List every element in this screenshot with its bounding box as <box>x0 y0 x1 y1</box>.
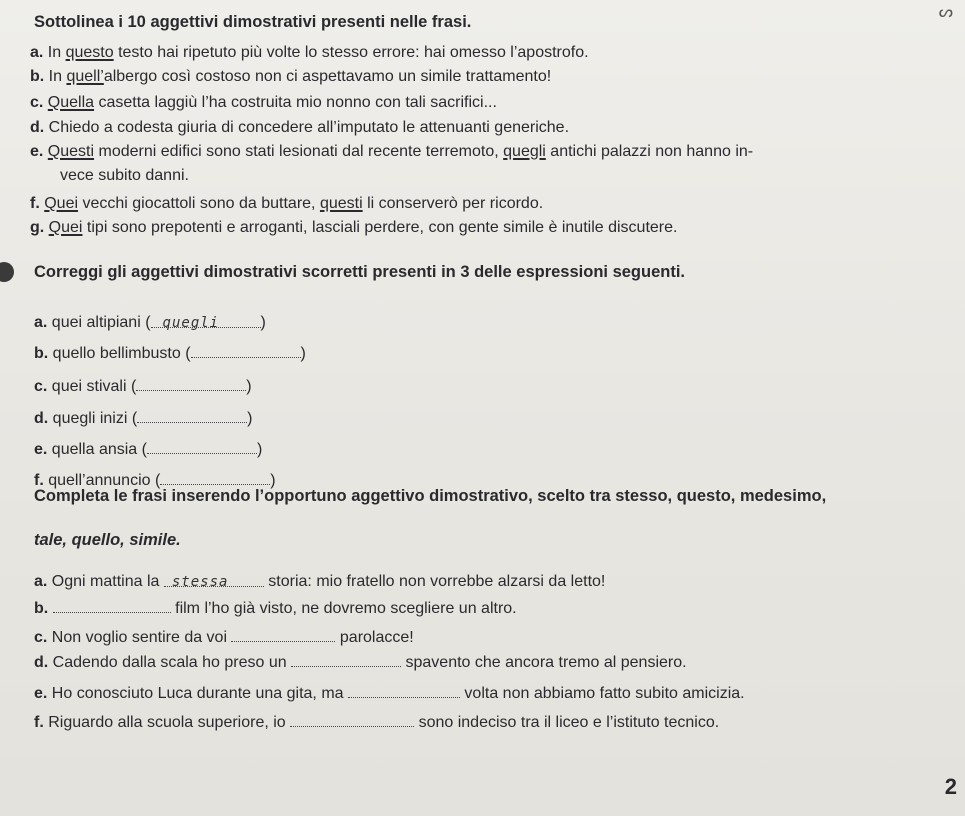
sentence-text: In <box>48 68 67 85</box>
expression-text: quell’annuncio ( <box>48 472 161 489</box>
sentence-row <box>30 43 589 63</box>
answer-blank[interactable] <box>291 652 401 667</box>
item-letter: a. <box>34 314 52 331</box>
expression-text: quella ansia ( <box>51 441 147 458</box>
answer-blank[interactable] <box>147 439 257 454</box>
item-letter: c. <box>34 378 52 395</box>
sentence-text: parolacce! <box>335 629 414 646</box>
item-letter: d. <box>34 410 53 427</box>
sentence-text: moderni edifici sono stati lesionati dal recente terremoto, <box>94 143 504 160</box>
sentence-text: Ho conosciuto Luca durante una gita, ma <box>51 685 348 702</box>
sentence-row <box>30 218 677 238</box>
underlined-demonstrative: quegli <box>503 143 546 160</box>
sentence-text: sono indeciso tra il liceo e l’istituto tecnico. <box>414 714 720 731</box>
page-number: 2 <box>944 774 957 799</box>
sentence-text: vecchi giocattoli sono da buttare, <box>78 195 320 212</box>
answer-blank[interactable] <box>136 376 246 391</box>
sentence-text: Riguardo alla scuola superiore, io <box>48 714 291 731</box>
item-letter: d. <box>34 654 53 671</box>
underlined-demonstrative: Quella <box>47 94 95 111</box>
answer-blank[interactable] <box>53 598 171 613</box>
sentence-text: Chiedo a codesta giuria di concedere all’imputato le attenuanti generiche. <box>48 119 570 136</box>
answer-blank[interactable] <box>348 683 460 698</box>
sentence-text: Non voglio sentire da voi <box>51 629 232 646</box>
answer-blank[interactable] <box>290 712 414 727</box>
item-letter: a. <box>34 573 52 590</box>
expression-row <box>34 439 262 460</box>
fill-sentence-row <box>34 712 719 733</box>
sentence-text: tipi sono prepotenti e arroganti, lasciali perdere, con gente simile è inutile discutere. <box>82 219 678 236</box>
underlined-demonstrative: questo <box>65 44 114 61</box>
sentence-row <box>60 166 189 186</box>
item-letter: c. <box>30 94 48 111</box>
sentence-text: film l’ho già visto, ne dovremo scegliere un altro. <box>170 600 517 617</box>
item-letter: d. <box>30 119 49 136</box>
expression-row <box>34 343 306 364</box>
sentence-row <box>30 67 551 87</box>
handwritten-answer: quegli <box>162 315 220 331</box>
fill-sentence-row <box>34 683 745 704</box>
closing-paren: ) <box>256 441 263 458</box>
underlined-demonstrative: questi <box>319 195 363 212</box>
item-letter: b. <box>34 600 53 617</box>
sentence-text: spavento che ancora tremo al pensiero. <box>401 654 687 671</box>
closing-paren: ) <box>270 472 276 489</box>
sentence-text: albergo così costoso non ci aspettavamo un simile trattamento! <box>103 68 552 85</box>
item-letter: c. <box>34 629 52 646</box>
sentence-text: storia: mio fratello non vorrebbe alzarsi da letto! <box>263 573 606 590</box>
sentence-text: li conserverò per ricordo. <box>362 195 544 212</box>
sentence-text: casetta laggiù l’ha costruita mio nonno con tali sacrifici... <box>94 94 497 111</box>
expression-text: quei altipiani ( <box>51 314 151 331</box>
answer-blank[interactable] <box>137 408 247 423</box>
answer-blank[interactable] <box>160 470 270 485</box>
handwritten-answer: stessa <box>171 574 229 590</box>
fill-sentence-row <box>34 572 605 592</box>
sentence-text: antichi palazzi non hanno in- <box>545 143 754 160</box>
sentence-text: In <box>47 44 66 61</box>
sentence-row <box>30 118 569 138</box>
item-letter: e. <box>34 685 52 702</box>
sentence-text: volta non abbiamo fatto subito amicizia. <box>459 685 745 702</box>
closing-paren: ) <box>246 378 252 395</box>
item-letter: e. <box>30 143 48 160</box>
item-letter: f. <box>30 195 45 212</box>
expression-row <box>34 313 266 333</box>
fill-sentence-row <box>34 627 414 648</box>
sentence-text: Ogni mattina la <box>51 573 164 590</box>
sentence-row <box>30 93 497 113</box>
item-letter: b. <box>34 345 53 362</box>
sentence-row <box>30 194 543 214</box>
item-letter: e. <box>34 441 52 458</box>
section3-title-line2: tale, quello, simile. <box>34 531 181 549</box>
sentence-text: Cadendo dalla scala ho preso un <box>52 654 292 671</box>
section1-title: Sottolinea i 10 aggettivi dimostrativi presenti nelle frasi. <box>34 13 472 31</box>
answer-blank[interactable] <box>191 343 301 358</box>
item-letter: a. <box>30 44 48 61</box>
closing-paren: ) <box>300 345 306 362</box>
section2-title: Correggi gli aggettivi dimostrativi scorretti presenti in 3 delle espressioni seguenti. <box>34 263 686 281</box>
item-letter: b. <box>30 68 49 85</box>
fill-sentence-row <box>34 598 517 619</box>
answer-blank[interactable] <box>164 572 264 590</box>
fill-sentence-row <box>34 652 687 673</box>
sentence-text: testo hai ripetuto più volte lo stesso errore: hai omesso l’apostrofo. <box>113 44 589 61</box>
answer-blank[interactable] <box>151 313 261 331</box>
expression-row <box>34 408 252 429</box>
expression-text: quei stivali ( <box>51 378 137 395</box>
underlined-demonstrative: Quei <box>44 195 79 212</box>
closing-paren: ) <box>247 410 253 427</box>
closing-paren: ) <box>260 314 266 331</box>
sentence-row <box>30 142 753 162</box>
item-letter: f. <box>34 714 49 731</box>
answer-blank[interactable] <box>231 627 335 642</box>
underlined-demonstrative: Questi <box>47 143 95 160</box>
corner-mark-icon: ᔕ <box>938 4 953 21</box>
expression-row <box>34 376 252 397</box>
exercise-bullet-icon <box>0 262 14 282</box>
item-letter: f. <box>34 472 49 489</box>
underlined-demonstrative: Quei <box>48 219 83 236</box>
section3-title-line1: Completa le frasi inserendo l’opportuno aggettivo dimostrativo, scelto tra stesso, questo, medesimo, <box>34 487 827 505</box>
item-letter: g. <box>30 219 49 236</box>
expression-text: quegli inizi ( <box>52 410 138 427</box>
underlined-demonstrative: quell’ <box>66 68 104 85</box>
sentence-text: vece subito danni. <box>60 167 189 184</box>
expression-text: quello bellimbusto ( <box>52 345 191 362</box>
